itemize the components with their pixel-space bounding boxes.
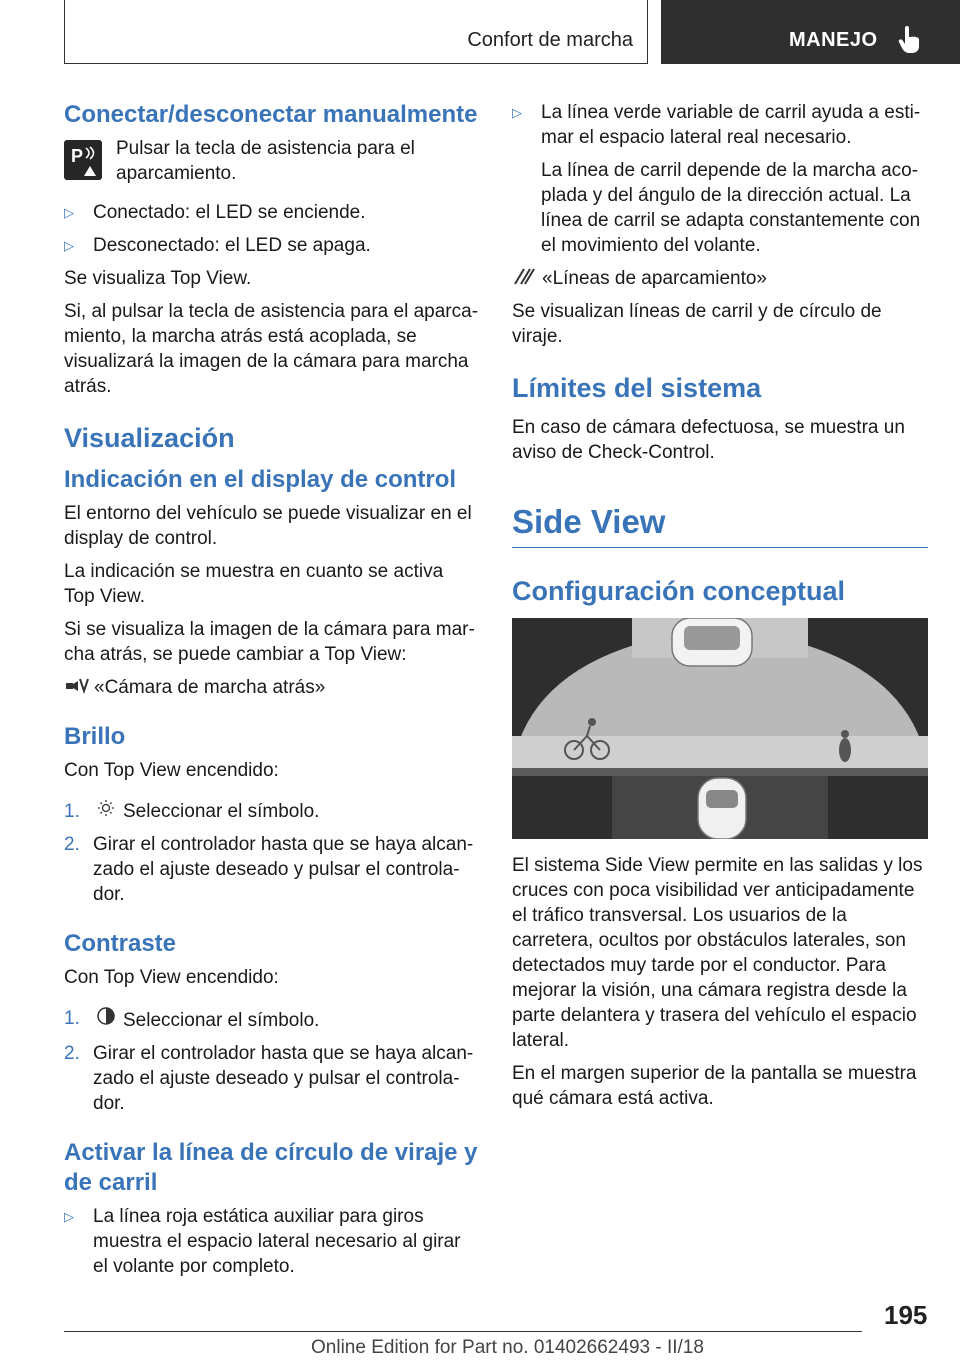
chapter-tab xyxy=(661,0,960,64)
right-column xyxy=(512,100,928,1119)
bullet-icon: ▷ xyxy=(64,238,74,253)
step-text: Seleccionar el símbolo. xyxy=(123,1010,320,1031)
footer-divider xyxy=(64,1331,862,1332)
parking-assist-button-icon xyxy=(64,140,102,180)
chapter-title: MANEJO xyxy=(789,29,878,51)
section-tab xyxy=(64,0,648,64)
paragraph: El sistema Side View permite en las salidas y los cruces con poca visibilidad ver anticipadamente el tráfico transversal. Los usuarios de la carretera, ocultos por obstáculos laterales, son detectados muy tarde por el conductor. Para mejorar la visión, una cámara registra desde la parte delantera y trasera del vehículo el espacio lateral. xyxy=(512,855,923,1051)
list-item xyxy=(512,100,928,150)
page-header xyxy=(0,0,960,66)
step-text: Girar el controlador hasta que se haya alcanzado el ajuste deseado y pulsar el controlador. xyxy=(93,1043,474,1114)
list-item xyxy=(64,799,478,824)
step-number: 1. xyxy=(64,801,80,822)
warning-triangle-icon xyxy=(84,166,96,176)
side-view-illustration xyxy=(512,618,928,839)
edition-line: Online Edition for Part no. 01402662493 - II/18 xyxy=(311,1337,704,1358)
paragraph: Se visualiza Top View. xyxy=(64,268,252,289)
heading-visualizacion: Visualización xyxy=(64,423,235,453)
list-item xyxy=(64,233,478,258)
step-text: Girar el controlador hasta que se haya alcanzado el ajuste deseado y pulsar el controlador. xyxy=(93,834,474,905)
heading-brillo: Brillo xyxy=(64,723,126,750)
bullet-text: La línea verde variable de carril ayuda a estimar el espacio lateral real necesario. xyxy=(541,102,921,148)
step-number: 2. xyxy=(64,1043,80,1064)
page-number: 195 xyxy=(884,1300,928,1330)
parking-glyph: P xyxy=(71,146,84,166)
bullet-text: Desconectado: el LED se apaga. xyxy=(93,235,371,256)
heading-display: Indicación en el display de control xyxy=(64,466,457,493)
parking-lines-icon xyxy=(512,266,538,286)
bullet-icon: ▷ xyxy=(64,1209,74,1224)
sideview-heading-block xyxy=(512,501,928,548)
paragraph: Con Top View encendido: xyxy=(64,967,279,988)
step-number: 2. xyxy=(64,834,80,855)
icon-text: Pulsar la tecla de asistencia para el aparcamiento. xyxy=(116,138,415,184)
parking-lines-menu-item xyxy=(512,266,928,291)
paragraph: Si, al pulsar la tecla de asistencia para el aparcamiento, la marcha atrás está acoplada, se visualizará la imagen de la cámara para marcha atrás. xyxy=(64,301,479,397)
hand-pointer-icon xyxy=(898,26,920,54)
heading-activar: Activar la línea de círculo de viraje y de carril xyxy=(64,1139,478,1196)
parking-button-instruction xyxy=(64,136,478,186)
camera-reverse-icon xyxy=(64,675,90,697)
heading-sideview: Side View xyxy=(512,503,666,540)
camera-menu-item xyxy=(64,675,478,700)
bullet-text: La línea roja estática auxiliar para giros muestra el espacio lateral necesario al girar el volante por completo. xyxy=(93,1206,461,1277)
paragraph: La indicación se muestra en cuanto se activa Top View. xyxy=(64,561,444,607)
left-column xyxy=(64,100,478,1287)
paragraph: En caso de cámara defectuosa, se muestra un aviso de Check-Control. xyxy=(512,417,905,463)
list-item xyxy=(64,1204,478,1279)
paragraph: Con Top View encendido: xyxy=(64,760,279,781)
paragraph: Se visualizan líneas de carril y de círculo de viraje. xyxy=(512,301,882,347)
heading-connect: Conectar/desconectar manualmente xyxy=(64,101,478,128)
paragraph: El entorno del vehículo se puede visualizar en el display de control. xyxy=(64,503,472,549)
heading-contraste: Contraste xyxy=(64,930,177,957)
paragraph: En el margen superior de la pantalla se muestra qué cámara está activa. xyxy=(512,1063,917,1109)
bullet-icon: ▷ xyxy=(64,205,74,220)
heading-config: Configuración conceptual xyxy=(512,576,846,606)
sun-icon xyxy=(93,799,119,817)
step-text: Seleccionar el símbolo. xyxy=(123,801,320,822)
paragraph: La línea de carril depende de la marcha acoplada y del ángulo de la dirección actual. La línea de carril se adapta constantemente con el movimiento del volante. xyxy=(541,160,921,256)
contrast-icon xyxy=(93,1006,119,1026)
lines-item-text: «Líneas de aparcamiento» xyxy=(542,268,767,289)
list-item xyxy=(64,200,478,225)
camera-item-text: «Cámara de marcha atrás» xyxy=(94,677,326,698)
list-item xyxy=(64,1041,478,1116)
bullet-icon: ▷ xyxy=(512,105,522,120)
bullet-text: Conectado: el LED se enciende. xyxy=(93,202,366,223)
list-item xyxy=(64,1006,478,1033)
list-item xyxy=(64,832,478,907)
section-title: Confort de marcha xyxy=(467,29,633,51)
signal-waves-icon xyxy=(84,146,98,160)
paragraph: Si se visualiza la imagen de la cámara para marcha atrás, se puede cambiar a Top View: xyxy=(64,619,475,665)
step-number: 1. xyxy=(64,1008,80,1029)
heading-limites: Límites del sistema xyxy=(512,373,762,403)
